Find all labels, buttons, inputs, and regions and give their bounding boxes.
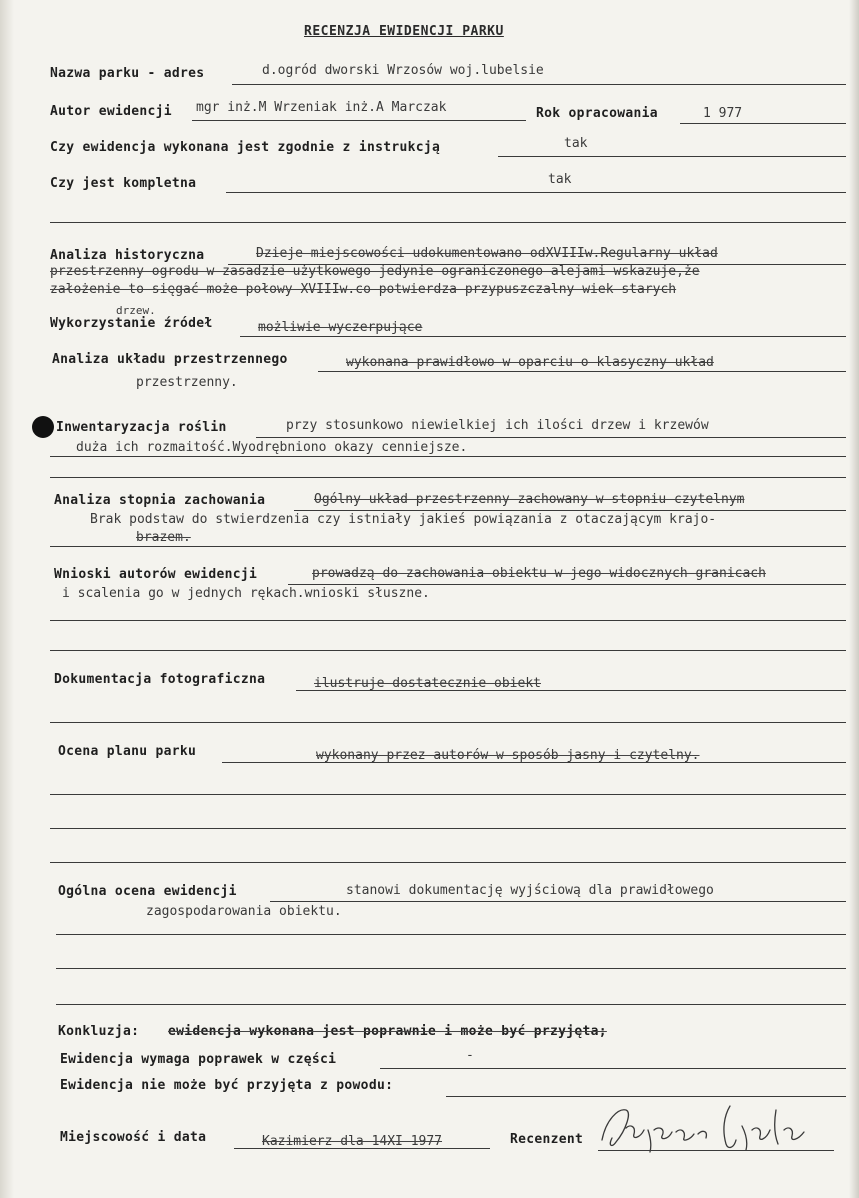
photo-doc-label: Dokumentacja fotograficzna: [54, 672, 266, 687]
inventory-line-2: duża ich rozmaitość.Wyodrębniono okazy cenniejsze.: [76, 440, 468, 455]
sources-value: możliwie wyczerpujące: [258, 320, 423, 335]
layout-analysis-line-2: przestrzenny.: [136, 375, 238, 390]
historical-line-4: drzew.: [116, 304, 156, 317]
punch-hole: [32, 416, 54, 438]
plan-rating-value: wykonany przez autorów w sposób jasny i czytelny.: [316, 748, 700, 763]
preservation-line-3: brazem.: [136, 530, 191, 545]
conclusions-line-1: prowadzą do zachowania obiektu w jego widocznych granicach: [312, 566, 766, 581]
inventory-label: Inwentaryzacja roślin: [56, 420, 227, 435]
plan-rule-4: [50, 862, 846, 863]
historical-line-2: przestrzenny ogrodu w zasadzie użytkowego jedynie ograniczonego alejami wskazuje,że: [50, 264, 700, 279]
author-line: [192, 120, 526, 121]
needs-corrections-label: Ewidencja wymaga poprawek w części: [60, 1052, 337, 1067]
year-line: [680, 123, 846, 124]
inventory-rule-3: [50, 477, 846, 478]
inventory-rule-2: [50, 456, 846, 457]
place-date-label: Miejscowość i data: [60, 1130, 207, 1145]
author-value: mgr inż.M Wrzeniak inż.A Marczak: [196, 100, 447, 115]
page-title: RECENZJA EWIDENCJI PARKU: [304, 24, 504, 39]
place-date-line: [234, 1148, 490, 1149]
compliance-label: Czy ewidencja wykonana jest zgodnie z instrukcją: [50, 140, 441, 155]
park-name-value: d.ogród dworski Wrzosów woj.lubelsie: [262, 63, 544, 78]
conclusion-label: Konkluzja:: [58, 1024, 140, 1039]
conclusions-label: Wnioski autorów ewidencji: [54, 567, 258, 582]
reviewer-signature: [596, 1100, 826, 1160]
compliance-value: tak: [564, 136, 588, 151]
park-name-line: [232, 84, 846, 85]
photo-doc-line: [296, 690, 846, 691]
overall-rating-rule: [270, 901, 846, 902]
photo-doc-rule-2: [50, 722, 846, 723]
layout-analysis-line-1: wykonana prawidłowo w oparciu o klasyczny układ: [346, 355, 714, 370]
plan-rule-2: [50, 794, 846, 795]
historical-line-1: Dzieje miejscowości udokumentowano odXVIIIw.Regularny układ: [256, 246, 718, 261]
compliance-line: [498, 156, 846, 157]
place-date-value: Kazimierz dla 14XI 1977: [262, 1134, 443, 1149]
blank-line: [50, 222, 846, 223]
historical-label: Analiza historyczna: [50, 248, 205, 263]
rejected-label: Ewidencja nie może być przyjęta z powodu:: [60, 1078, 394, 1093]
preservation-line-2: Brak podstaw do stwierdzenia czy istniały jakieś powiązania z otaczającym krajo-: [90, 512, 717, 527]
author-label: Autor ewidencji: [50, 104, 172, 119]
conclusion-accepted: ewidencja wykonana jest poprawnie i może być przyjęta;: [168, 1024, 607, 1039]
rejected-line: [446, 1096, 846, 1097]
needs-corrections-value: -: [466, 1048, 474, 1063]
historical-line-3: założenie to sięgać może połowy XVIIIw.co potwierdza przypuszczalny wiek starych: [50, 282, 677, 297]
overall-rating-line-2: zagospodarowania obiektu.: [146, 904, 342, 919]
overall-rule-3: [56, 968, 846, 969]
year-value: 1 977: [703, 106, 743, 121]
overall-rating-label: Ogólna ocena ewidencji: [58, 884, 237, 899]
overall-rating-line-1: stanowi dokumentację wyjściową dla prawidłowego: [346, 883, 714, 898]
preservation-rule-1: [294, 510, 846, 511]
conclusions-rule-1: [288, 584, 846, 585]
page-edge-right: [849, 0, 859, 1198]
page-edge-left: [0, 0, 14, 1198]
inventory-rule-1: [256, 437, 846, 438]
layout-analysis-label: Analiza układu przestrzennego: [52, 352, 288, 367]
park-name-label: Nazwa parku - adres: [50, 66, 205, 81]
year-label: Rok opracowania: [536, 106, 658, 121]
completeness-line: [226, 192, 846, 193]
sources-line: [240, 336, 846, 337]
conclusions-rule-2: [50, 620, 846, 621]
photo-doc-value: ilustruje dostatecznie obiekt: [314, 676, 541, 691]
needs-corrections-line: [380, 1068, 846, 1069]
plan-rule-3: [50, 828, 846, 829]
conclusions-rule-3: [50, 650, 846, 651]
layout-analysis-rule: [318, 371, 846, 372]
completeness-value: tak: [548, 172, 572, 187]
plan-rating-label: Ocena planu parku: [58, 744, 197, 759]
conclusions-line-2: i scalenia go w jednych rękach.wnioski słuszne.: [62, 586, 430, 601]
sources-label: Wykorzystanie źródeł: [50, 316, 213, 331]
reviewer-label: Recenzent: [510, 1132, 584, 1147]
overall-rule-2: [56, 934, 846, 935]
preservation-label: Analiza stopnia zachowania: [54, 493, 266, 508]
preservation-rule-2: [50, 546, 846, 547]
completeness-label: Czy jest kompletna: [50, 176, 197, 191]
overall-rule-4: [56, 1004, 846, 1005]
preservation-line-1: Ogólny układ przestrzenny zachowany w stopniu czytelnym: [314, 492, 745, 507]
inventory-line-1: przy stosunkowo niewielkiej ich ilości drzew i krzewów: [286, 418, 709, 433]
plan-rating-line: [222, 762, 846, 763]
